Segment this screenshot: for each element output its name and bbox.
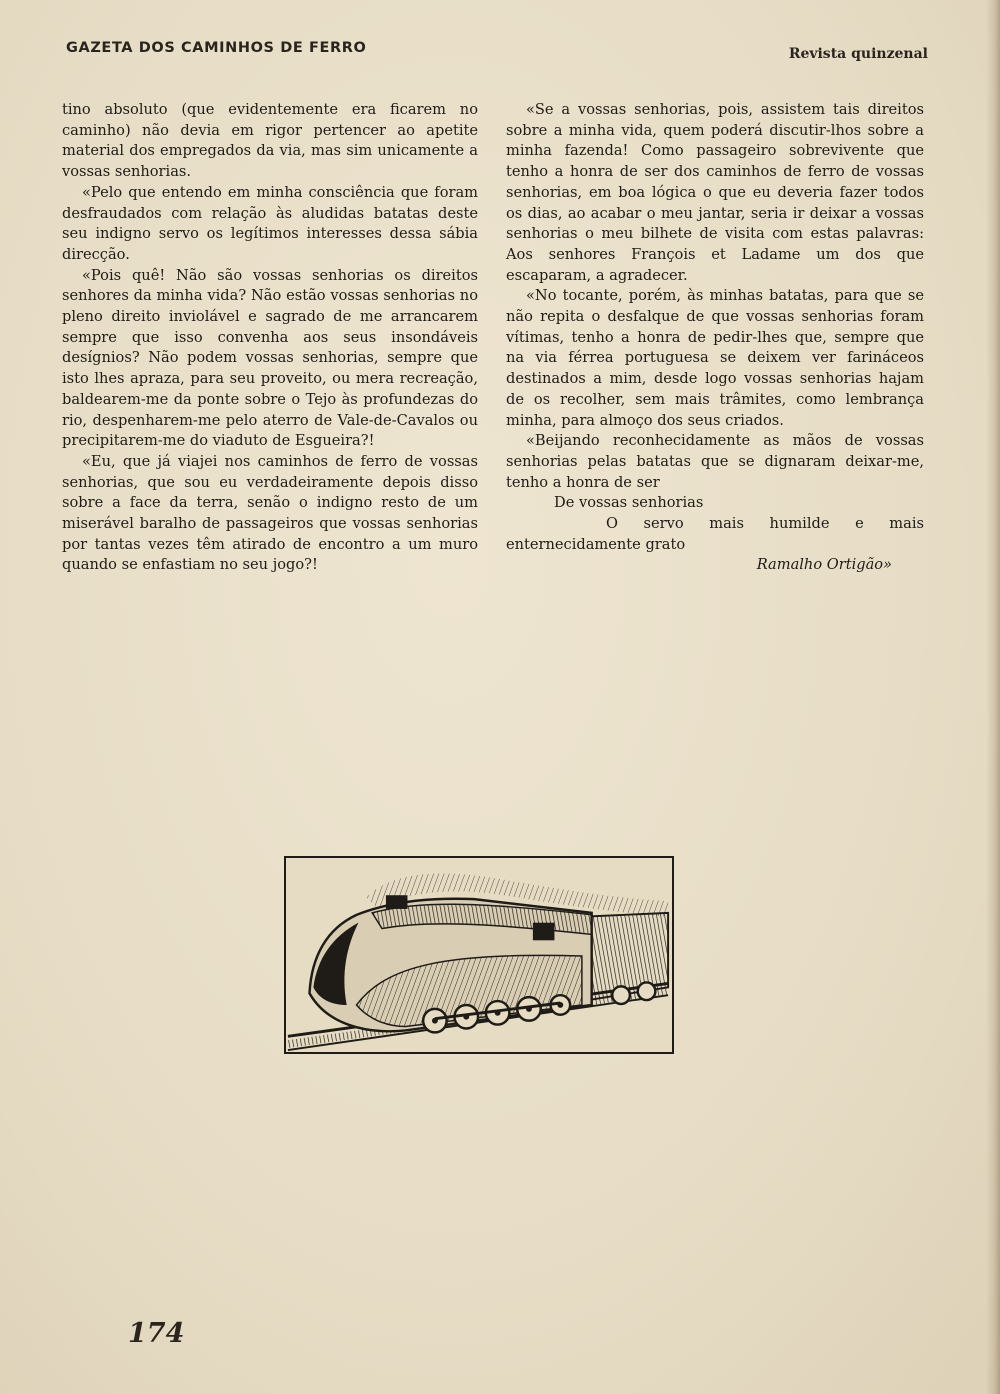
paragraph: «Se a vossas senhorias, pois, assistem tais direitos sobre a minha vida, quem poderá discutir-lhos sobre a minha fazenda! Como passageiro sobrevivente que tenho a honra de ser dos caminhos de ferro de vossas senhorias, em boa lógica o que eu deveria fazer todos os dias, ao acabar o meu jantar, seria ir deixar a vossas senhorias o meu bilhete de visita com estas palavras: Aos senhores François et Ladame um dos que escaparam, a agradecer. [506, 101, 924, 284]
paragraph: «No tocante, porém, às minhas batatas, para que se não repita o desfalque de que vossas senhorias foram vítimas, tenho a honra de pedir-lhes que, sempre que na via férrea portuguesa se deixem ver farináceos destinados a mim, desde logo vossas senhorias hajam de os recolher, sem mais trâmites, como lembrança minha, para almoço dos seus criados. [506, 287, 924, 429]
page-edge-shadow [986, 0, 1000, 1394]
paragraph: «Pelo que entendo em minha consciência que foram desfraudados com relação às aludidas batatas deste seu indigno servo os legítimos interesses dessa sábia direcção. [62, 183, 478, 263]
closing-text: O servo mais humilde e mais enternecidamente grato [506, 515, 924, 553]
paragraph: «Eu, que já viajei nos caminhos de ferro de vossas senhorias, que sou eu verdadeiramente depois disso sobre a face da terra, senão o indigno resto de um miserável baralho de passageiros que vossas senhorias por tantas vezes têm atirado de encontro a um muro quando se enfastiam no seu jogo?! [62, 452, 478, 574]
paragraph: tino absoluto (que evidentemente era ficarem no caminho) não devia em rigor pertencer ao apetite material dos empregados da via, mas sim unicamente a vossas senhorias. [62, 101, 478, 181]
left-text-column [62, 100, 478, 576]
right-text-column [506, 100, 924, 576]
publication-subtitle: Revista quinzenal [788, 46, 928, 62]
paragraph: «Beijando reconhecidamente as mãos de vossas senhorias pelas batatas que se dignaram deixar-me, tenho a honra de ser [506, 432, 924, 491]
page-number: 174 [128, 1318, 185, 1349]
publication-title: GAZETA DOS CAMINHOS DE FERRO [66, 40, 367, 56]
paragraph: «Pois quê! Não são vossas senhorias os direitos senhores da minha vida? Não estão vossas senhorias no pleno direito inviolável e sagrado de me arrancarem sempre que isso convenha aos seus insondáveis desígnios? Não podem vossas senhorias, sempre que isto lhes apraza, para seu proveito, ou mera recreação, baldearem-me da ponte sobre o Tejo às profundezas do rio, despenharem-me pelo aterro de Vale-de-Cavalos ou precipitarem-me do viaduto de Esgueira?! [62, 266, 478, 450]
locomotive-engraving [286, 858, 672, 1052]
author-signature: Ramalho Ortigão» [756, 556, 892, 574]
locomotive-illustration [284, 856, 674, 1054]
closing-salutation: De vossas senhorias [554, 494, 704, 512]
